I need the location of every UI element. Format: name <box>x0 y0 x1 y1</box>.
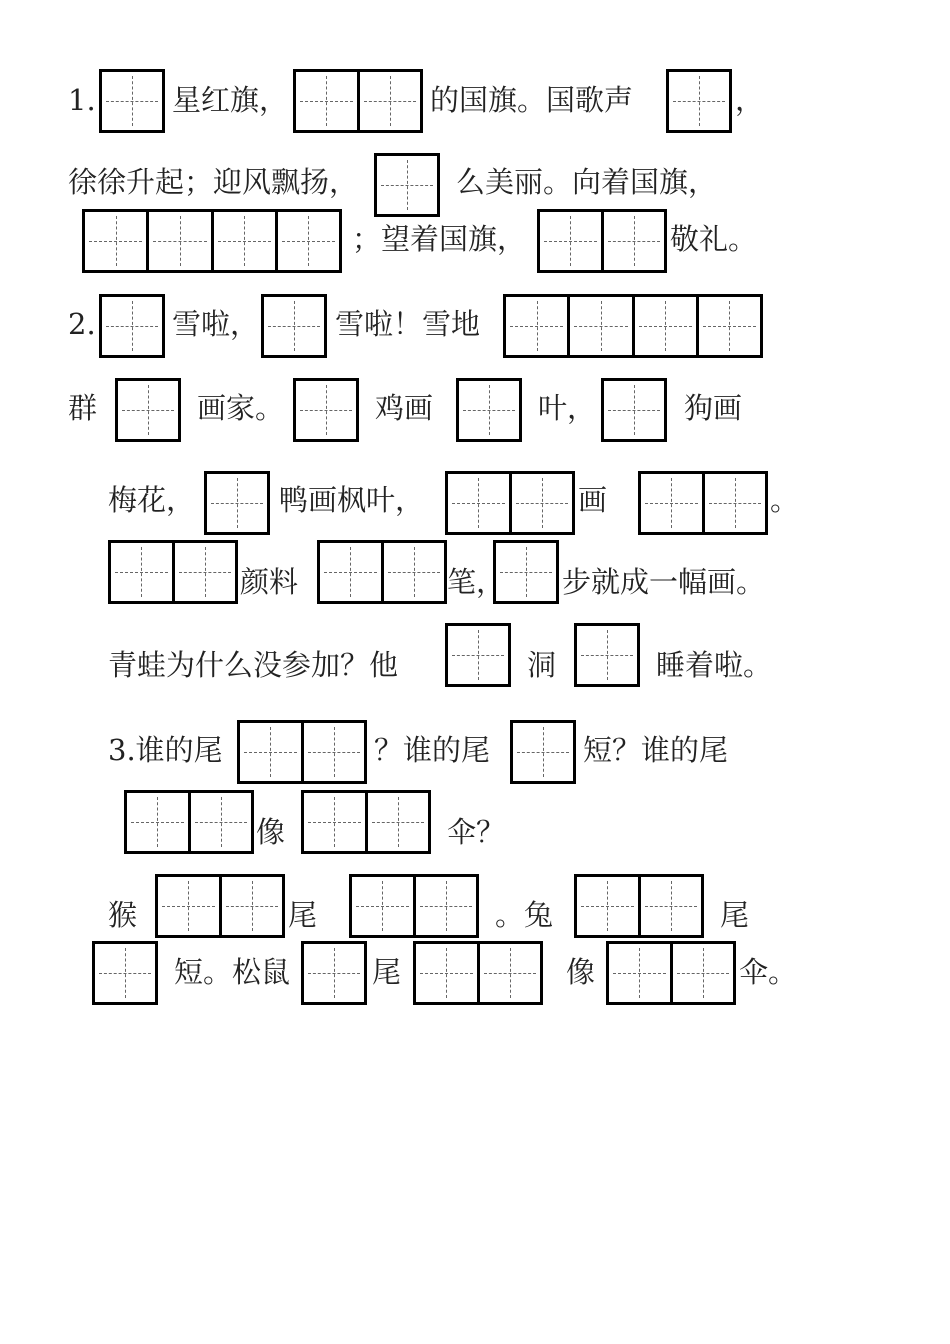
q2-text-11: 。 <box>770 483 800 517</box>
q2-text-16: 洞 <box>527 648 557 682</box>
answer-box-4-char[interactable] <box>82 209 342 273</box>
answer-box-1-char[interactable] <box>115 378 181 442</box>
answer-box-2-char[interactable] <box>237 720 367 784</box>
q1-text-1: 星红旗， <box>172 83 289 117</box>
answer-box-1-char[interactable] <box>301 941 367 1005</box>
answer-box-2-char[interactable] <box>293 69 423 133</box>
answer-box-1-char[interactable] <box>601 378 667 442</box>
answer-box-1-char[interactable] <box>493 540 559 604</box>
q3-text-8: 。兔 <box>495 898 554 932</box>
answer-box-2-char[interactable] <box>155 874 285 938</box>
q2-text-6: 叶， <box>538 391 597 425</box>
q3-text-9: 尾 <box>720 898 750 932</box>
q1-text-2: 的国旗。国歌声 <box>430 83 634 117</box>
q2-text-10: 画 <box>578 483 608 517</box>
answer-box-2-char[interactable] <box>301 790 431 854</box>
q3-text-5: 伞？ <box>447 815 506 849</box>
answer-box-1-char[interactable] <box>574 623 640 687</box>
q3-text-1: 3.谁的尾 <box>108 733 223 767</box>
q1-text-6: ；望着国旗， <box>352 222 527 256</box>
q2-text-8: 梅花， <box>108 483 196 517</box>
q2-text-12: 颜料 <box>240 565 299 599</box>
q3-text-7: 尾 <box>288 898 318 932</box>
answer-box-2-char[interactable] <box>349 874 479 938</box>
answer-box-1-char[interactable] <box>666 69 732 133</box>
answer-box-2-char[interactable] <box>638 471 768 535</box>
q1-text-4: 徐徐升起；迎风飘扬， <box>68 165 359 199</box>
q1-text-3: ， <box>735 83 765 117</box>
answer-box-4-char[interactable] <box>503 294 763 358</box>
q1-number: 1. <box>68 83 96 117</box>
answer-box-2-char[interactable] <box>108 540 238 604</box>
q1-text-5: 么美丽。向着国旗， <box>456 165 718 199</box>
q3-text-13: 伞。 <box>739 955 798 989</box>
q2-number: 2. <box>68 307 96 341</box>
answer-box-2-char[interactable] <box>606 941 736 1005</box>
q2-text-5: 鸡画 <box>375 391 434 425</box>
q2-text-7: 狗画 <box>684 391 743 425</box>
answer-box-2-char[interactable] <box>537 209 667 273</box>
q2-text-14: 步就成一幅画。 <box>562 565 766 599</box>
q3-text-12: 像 <box>566 955 596 989</box>
answer-box-2-char[interactable] <box>317 540 447 604</box>
q2-text-15: 青蛙为什么没参加？他 <box>108 648 399 682</box>
q2-text-2: 雪啦！雪地 <box>335 307 481 341</box>
answer-box-1-char[interactable] <box>204 471 270 535</box>
q3-text-10: 短。松鼠 <box>174 955 291 989</box>
q2-text-13: 笔， <box>447 565 506 599</box>
q2-text-17: 睡着啦。 <box>656 648 773 682</box>
answer-box-2-char[interactable] <box>124 790 254 854</box>
answer-box-1-char[interactable] <box>374 153 440 217</box>
answer-box-1-char[interactable] <box>456 378 522 442</box>
answer-box-1-char[interactable] <box>99 69 165 133</box>
q3-text-2: ？谁的尾 <box>374 733 491 767</box>
q3-text-4: 像 <box>256 815 286 849</box>
answer-box-2-char[interactable] <box>445 471 575 535</box>
q3-text-3: 短？谁的尾 <box>583 733 729 767</box>
q2-text-4: 画家。 <box>197 391 285 425</box>
answer-box-1-char[interactable] <box>445 623 511 687</box>
answer-box-1-char[interactable] <box>293 378 359 442</box>
q1-text-7: 敬礼。 <box>670 222 758 256</box>
q2-text-1: 雪啦， <box>172 307 260 341</box>
answer-box-1-char[interactable] <box>99 294 165 358</box>
answer-box-1-char[interactable] <box>92 941 158 1005</box>
answer-box-2-char[interactable] <box>574 874 704 938</box>
q3-text-11: 尾 <box>372 955 402 989</box>
answer-box-1-char[interactable] <box>510 720 576 784</box>
q3-text-6: 猴 <box>108 898 138 932</box>
answer-box-1-char[interactable] <box>261 294 327 358</box>
answer-box-2-char[interactable] <box>413 941 543 1005</box>
q2-text-9: 鸭画枫叶， <box>279 483 425 517</box>
q2-text-3: 群 <box>68 391 98 425</box>
